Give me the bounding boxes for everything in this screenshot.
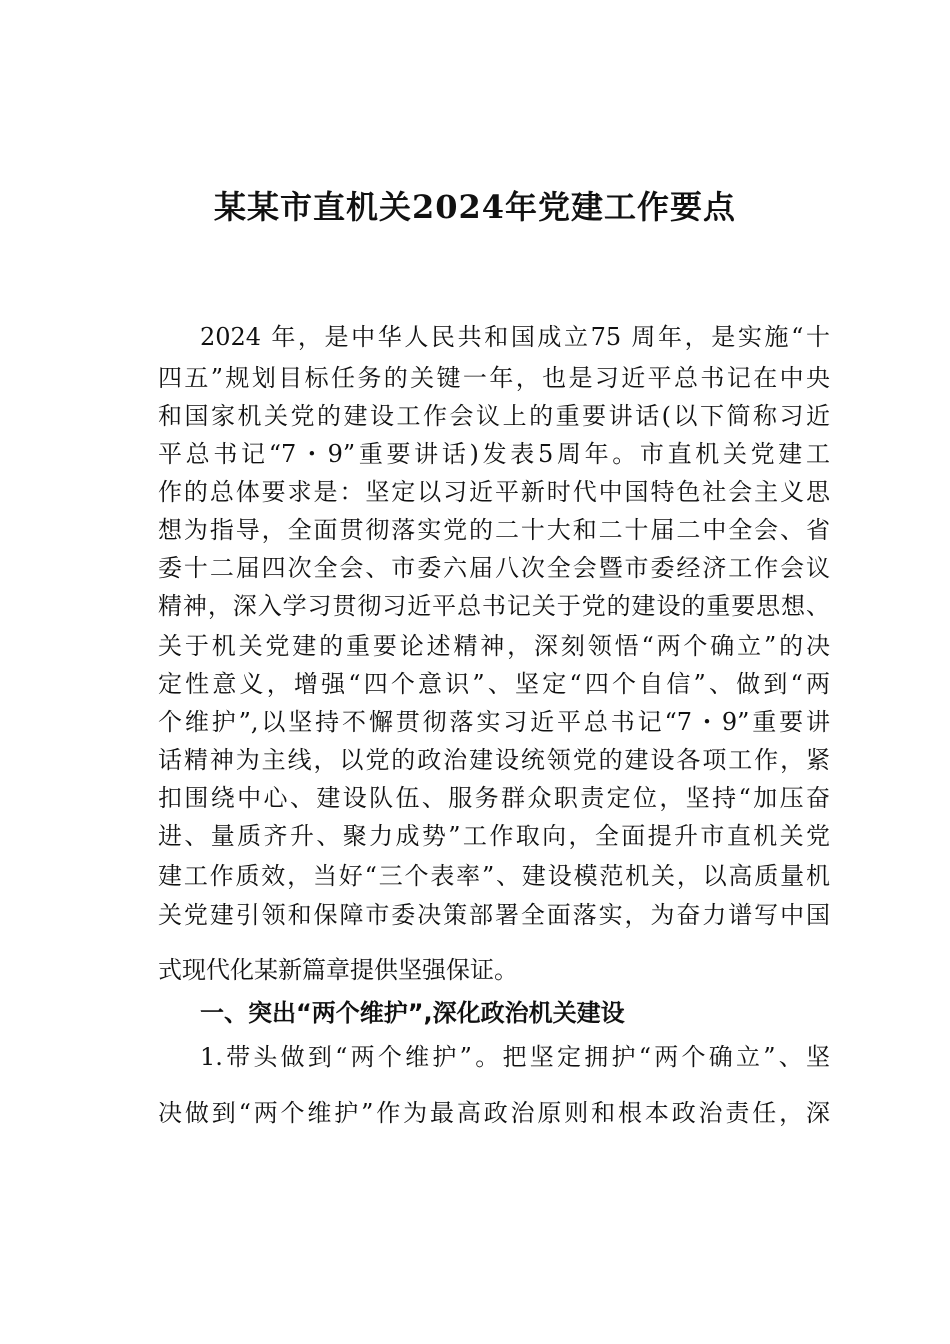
intro-line-7: 委十二届四次全会、市委六届八次全会暨市委经济工作会议 xyxy=(158,554,830,582)
item1-line-1: 1.带头做到“两个维护”。把坚定拥护“两个确立”、坚 xyxy=(200,1043,830,1071)
intro-line-12: 话精神为主线，以党的政治建设统领党的建设各项工作，紧 xyxy=(158,746,830,774)
intro-line-16: 关党建引领和保障市委决策部署全面落实，为奋力谱写中国 xyxy=(158,901,830,929)
intro-line-4: 平总书记“7・9”重要讲话)发表5周年。市直机关党建工 xyxy=(158,440,830,468)
intro-line-17: 式现代化某新篇章提供坚强保证。 xyxy=(158,956,518,984)
document-title: 某某市直机关2024年党建工作要点 xyxy=(213,188,737,226)
intro-line-3: 和国家机关党的建设工作会议上的重要讲话(以下简称习近 xyxy=(158,402,830,430)
intro-line-5: 作的总体要求是：坚定以习近平新时代中国特色社会主义思 xyxy=(158,478,830,506)
intro-line-6: 想为指导，全面贯彻落实党的二十大和二十届二中全会、省 xyxy=(158,516,830,544)
intro-line-13: 扣围绕中心、建设队伍、服务群众职责定位，坚持“加压奋 xyxy=(158,784,830,812)
intro-line-14: 进、量质齐升、聚力成势”工作取向，全面提升市直机关党 xyxy=(158,822,830,850)
section-heading: 一、突出“两个维护”,深化政治机关建设 xyxy=(200,999,625,1027)
intro-line-9: 关于机关党建的重要论述精神，深刻领悟“两个确立”的决 xyxy=(158,632,830,660)
intro-line-11: 个维护”,以坚持不懈贯彻落实习近平总书记“7・9”重要讲 xyxy=(158,708,830,736)
intro-line-1: 2024 年，是中华人民共和国成立75 周年，是实施“十 xyxy=(200,323,830,351)
intro-line-15: 建工作质效，当好“三个表率”、建设模范机关，以高质量机 xyxy=(158,862,830,890)
intro-line-10: 定性意义，增强“四个意识”、坚定“四个自信”、做到“两 xyxy=(158,670,830,698)
item1-line-2: 决做到“两个维护”作为最高政治原则和根本政治责任，深 xyxy=(158,1099,830,1127)
intro-line-8: 精神，深入学习贯彻习近平总书记关于党的建设的重要思想、 xyxy=(158,592,830,620)
intro-line-2: 四五”规划目标任务的关键一年，也是习近平总书记在中央 xyxy=(158,364,830,392)
